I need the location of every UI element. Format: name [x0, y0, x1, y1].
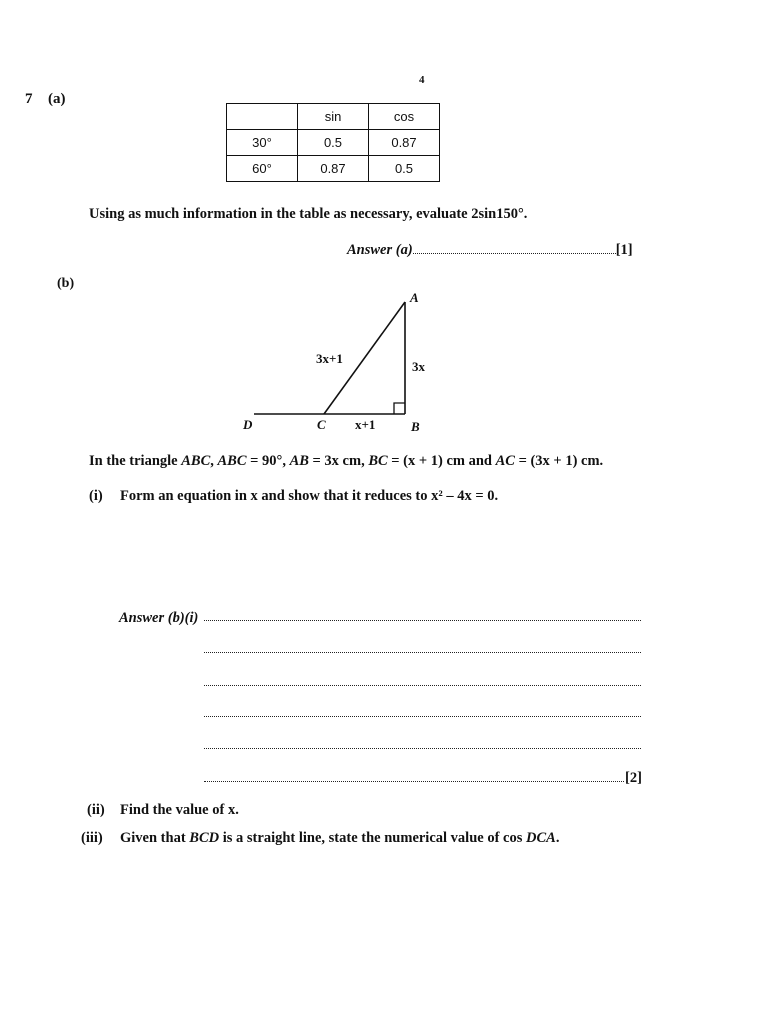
table-row	[227, 130, 440, 156]
table-cell: 30°	[227, 130, 298, 156]
sub-i-text: Form an equation in x and show that it reduces to x² – 4x = 0.	[120, 488, 499, 504]
sub-iii-text	[120, 830, 559, 847]
trig-table	[226, 103, 440, 182]
sub-iii-after: is a straight line, state the numerical value of cos	[219, 830, 526, 846]
triangle-diagram	[230, 285, 430, 435]
vertex-b-label: B	[411, 419, 420, 434]
part-a-label: (a)	[48, 91, 66, 107]
statement-ac: AC	[495, 453, 515, 469]
sub-iii-line-name: BCD	[189, 830, 220, 846]
answer-bi-line-3[interactable]	[204, 684, 641, 686]
answer-bi-line-2[interactable]	[204, 651, 641, 653]
sub-i-label: (i)	[89, 488, 103, 504]
answer-bi-label	[119, 610, 198, 627]
sub-ii-text: Find the value of x.	[120, 802, 239, 818]
vertex-d-label: D	[243, 417, 253, 432]
marks-a: [1]	[615, 242, 633, 258]
statement-angle: ABC	[217, 453, 247, 469]
table-cell: 60°	[227, 156, 298, 182]
table-row	[227, 156, 440, 182]
sub-iii-before: Given that	[120, 830, 190, 846]
page-number: 4	[419, 74, 425, 86]
part-b-label: (b)	[57, 276, 75, 291]
answer-a-line	[347, 242, 633, 259]
answer-label: Answer	[119, 610, 165, 626]
right-angle-marker	[394, 403, 405, 414]
marks-bi: [2]	[625, 770, 642, 786]
table-cell: 0.87	[298, 156, 369, 182]
question-number: 7	[25, 91, 33, 107]
answer-a-field[interactable]	[413, 243, 616, 254]
answer-label: Answer	[347, 242, 393, 258]
answer-bi-line-1[interactable]	[204, 619, 641, 621]
sub-iii-label: (iii)	[81, 830, 103, 846]
statement-intro: In the triangle	[89, 453, 182, 469]
table-header-row	[227, 104, 440, 130]
statement-angle-rest: = 90°,	[246, 453, 290, 469]
table-cell: 0.87	[369, 130, 440, 156]
side-ac-label: 3x+1	[316, 351, 343, 366]
part-b-statement: In the triangle ABC, ABC = 90°, AB = 3x cm, BC = (x + 1) cm and AC = (3x + 1) cm.	[89, 453, 604, 469]
table-cell: 0.5	[298, 130, 369, 156]
sub-ii-label: (ii)	[87, 802, 105, 818]
vertex-c-label: C	[317, 417, 326, 432]
statement-bc: BC	[368, 453, 388, 469]
vertex-a-label: A	[410, 290, 419, 305]
statement-ac-value: = (3x + 1) cm.	[514, 453, 604, 469]
table-header-cell: cos	[369, 104, 440, 130]
sub-iii-angle: DCA	[526, 830, 556, 846]
statement-ab: AB	[289, 453, 309, 469]
answer-part: (a)	[395, 242, 413, 258]
side-ab-label: 3x	[412, 359, 425, 374]
part-a-prompt: Using as much information in the table as necessary, evaluate 2sin150°.	[89, 206, 528, 222]
table-cell: 0.5	[369, 156, 440, 182]
sub-iii-end: .	[555, 830, 560, 846]
table-header-cell	[227, 104, 298, 130]
answer-bi-line-5[interactable]	[204, 747, 641, 749]
side-cb-label: x+1	[355, 417, 376, 432]
answer-bi-line-4[interactable]	[204, 715, 641, 717]
statement-triangle: ABC	[181, 453, 211, 469]
answer-part: (b)(i)	[167, 610, 199, 626]
table-header-cell: sin	[298, 104, 369, 130]
statement-ab-value: = 3x cm,	[308, 453, 369, 469]
answer-bi-line-6[interactable]	[204, 780, 624, 782]
statement-bc-value: = (x + 1) cm and	[387, 453, 496, 469]
